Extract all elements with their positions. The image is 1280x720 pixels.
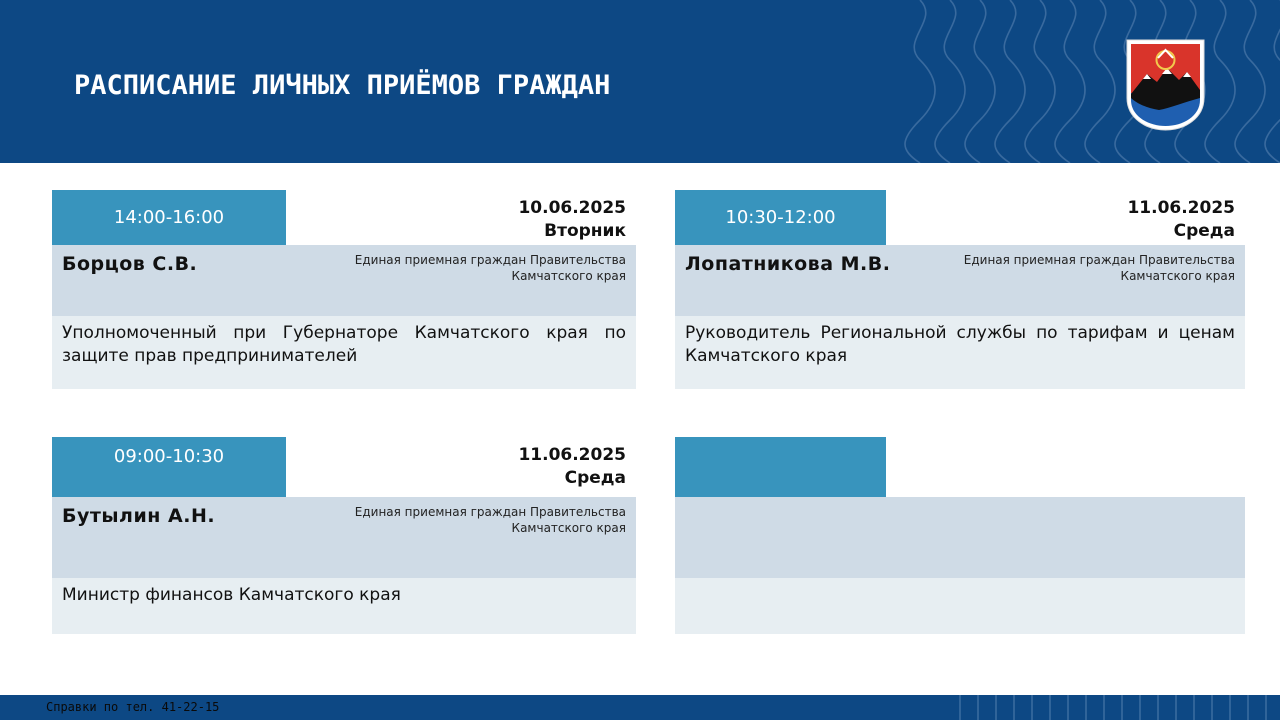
date-block (518, 444, 626, 490)
time-badge (675, 437, 886, 497)
weekday-value: Среда (564, 468, 626, 488)
name-row (675, 497, 1245, 578)
footer-line-pattern-decoration (950, 695, 1280, 720)
position-row (52, 578, 636, 634)
reception-place: Единая приемная граждан Правительства Камчатского края (354, 253, 626, 283)
name-row (52, 245, 636, 316)
position-row (675, 316, 1245, 389)
position-row (52, 316, 636, 389)
schedule-card-2 (675, 190, 1245, 389)
official-position: Министр финансов Камчатского края (62, 585, 401, 605)
date-value: 11.06.2025 (1127, 198, 1235, 218)
reception-place: Единая приемная граждан Правительства Камчатского края (354, 505, 626, 535)
wave-pattern-decoration (900, 0, 1280, 163)
official-name: Борцов С.В. (62, 253, 198, 275)
header-banner (0, 0, 1280, 163)
footer-bar (0, 695, 1280, 720)
page-title: РАСПИСАНИЕ ЛИЧНЫХ ПРИЁМОВ ГРАЖДАН (74, 70, 611, 101)
weekday-value: Среда (1173, 221, 1235, 241)
schedule-card-1 (52, 190, 636, 389)
date-value: 11.06.2025 (518, 445, 626, 465)
official-name: Лопатникова М.В. (685, 253, 891, 275)
time-badge: 10:30-12:00 (675, 190, 886, 245)
official-position: Руководитель Региональной службы по тарифам и ценам Камчатского края (685, 323, 1235, 366)
name-row (52, 497, 636, 578)
reception-place: Единая приемная граждан Правительства Камчатского края (963, 253, 1235, 283)
date-block (518, 197, 626, 243)
official-position: Уполномоченный при Губернаторе Камчатского края по защите прав предпринимателей (62, 323, 626, 366)
kamchatka-coat-of-arms-icon (1125, 38, 1206, 132)
reference-phone: Справки по тел. 41-22-15 (46, 700, 220, 714)
date-block (1127, 197, 1235, 243)
position-row (675, 578, 1245, 634)
weekday-value: Вторник (544, 221, 626, 241)
time-badge: 09:00-10:30 (52, 437, 286, 497)
name-row (675, 245, 1245, 316)
schedule-card-3 (52, 437, 636, 634)
official-name: Бутылин А.Н. (62, 505, 216, 527)
time-badge: 14:00-16:00 (52, 190, 286, 245)
schedule-card-4 (675, 437, 1245, 634)
date-value: 10.06.2025 (518, 198, 626, 218)
